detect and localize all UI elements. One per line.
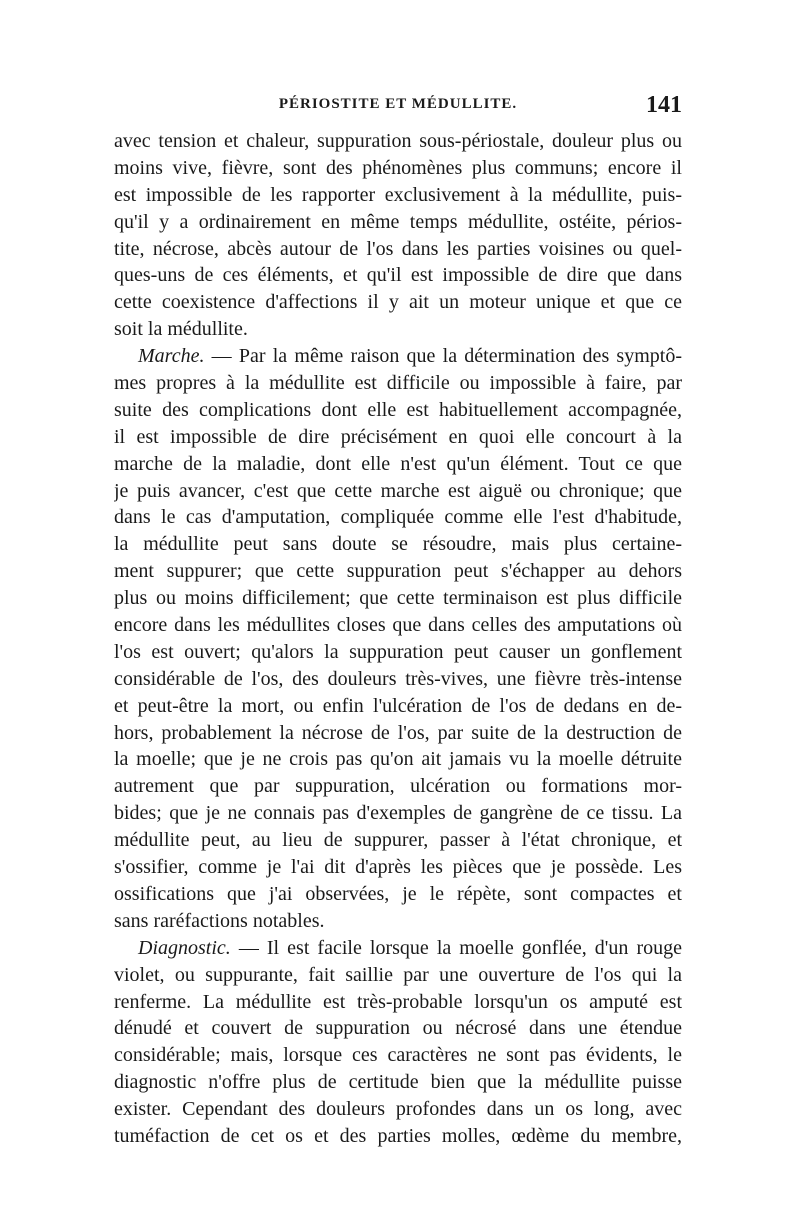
text-line: l'os est ouvert; qu'alors la suppuration peut causer un gonflement [114, 640, 682, 663]
paragraph-first-line [114, 343, 682, 370]
text-line: ossifications que j'ai observées, je le répète, sont compactes et [114, 882, 682, 905]
text-line: il est impossible de dire précisément en quoi elle concourt à la [114, 425, 682, 448]
text-line: bides; que je ne connais pas d'exemples de gangrène de ce tissu. La [114, 802, 682, 825]
text-run: — Par la même raison que la détermination des symptô- [204, 345, 682, 368]
text-line: la moelle; que je ne crois pas qu'on ait jamais vu la moelle détruite [114, 748, 682, 771]
text-line: ques-uns de ces éléments, et qu'il est impossible de dire que dans [114, 264, 682, 287]
text-line: dénudé et couvert de suppuration ou nécrosé dans une étendue [114, 1017, 682, 1040]
text-line: avec tension et chaleur, suppuration sous-périostale, douleur plus ou [114, 130, 682, 152]
text-line: ment suppurer; que cette suppuration peut s'échapper au dehors [114, 560, 682, 583]
text-line: soit la médullite. [114, 318, 248, 341]
text-line: suite des complications dont elle est habituellement accompagnée, [114, 398, 682, 421]
page-header [114, 94, 682, 124]
text-line: et peut-être la mort, ou enfin l'ulcération de l'os de dedans en de- [114, 694, 682, 717]
text-line: exister. Cependant des douleurs profondes dans un os long, avec [114, 1098, 682, 1121]
running-head: PÉRIOSTITE ET MÉDULLITE. [278, 96, 518, 112]
text-line: dans le cas d'amputation, compliquée comme elle l'est d'habitude, [114, 506, 682, 529]
text-line: renferme. La médullite est très-probable lorsqu'un os amputé est [114, 990, 682, 1013]
page-number: 141 [646, 92, 682, 118]
text-line: tite, nécrose, abcès autour de l'os dans les parties voisines ou quel- [114, 237, 682, 260]
text-line: médullite peut, au lieu de suppurer, passer à l'état chronique, et [114, 829, 682, 852]
text-line: est impossible de les rapporter exclusivement à la médullite, puis- [114, 183, 682, 206]
text-line: mes propres à la médullite est difficile ou impossible à faire, par [114, 372, 682, 395]
text-line: diagnostic n'offre plus de certitude bien que la médullite puisse [114, 1071, 682, 1094]
text-line: tuméfaction de cet os et des parties molles, œdème du membre, [114, 1124, 682, 1147]
text-line: sans raréfactions notables. [114, 909, 325, 932]
text-line: cette coexistence d'affections il y ait un moteur unique et que ce [114, 291, 682, 314]
paragraph-first-line [114, 935, 682, 962]
text-line: moins vive, fièvre, sont des phénomènes plus communs; encore il [114, 156, 682, 179]
text-line: plus ou moins difficilement; que cette terminaison est plus difficile [114, 587, 682, 610]
text-line: je puis avancer, c'est que cette marche est aiguë ou chronique; que [114, 479, 682, 502]
text-line: considérable; mais, lorsque ces caractères ne sont pas évidents, le [114, 1044, 682, 1067]
section-title-diagnostic: Diagnostic. [138, 936, 231, 959]
body-text [114, 128, 682, 1150]
text-line: considérable de l'os, des douleurs très-vives, une fièvre très-intense [114, 667, 682, 690]
section-title-marche: Marche. [138, 345, 205, 368]
text-line: qu'il y a ordinairement en même temps médullite, ostéite, périos- [114, 210, 682, 233]
text-line: encore dans les médullites closes que dans celles des amputations où [114, 614, 682, 637]
text-line: violet, ou suppurante, fait saillie par une ouverture de l'os qui la [114, 963, 682, 986]
text-line: hors, probablement la nécrose de l'os, par suite de la destruction de [114, 721, 682, 744]
text-line: marche de la maladie, dont elle n'est qu'un élément. Tout ce que [114, 452, 682, 475]
text-line: la médullite peut sans doute se résoudre, mais plus certaine- [114, 533, 682, 556]
text-line: autrement que par suppuration, ulcération ou formations mor- [114, 775, 682, 798]
text-run: — Il est facile lorsque la moelle gonflée, d'un rouge [230, 936, 682, 959]
text-line: s'ossifier, comme je l'ai dit d'après les pièces que je possède. Les [114, 856, 682, 879]
